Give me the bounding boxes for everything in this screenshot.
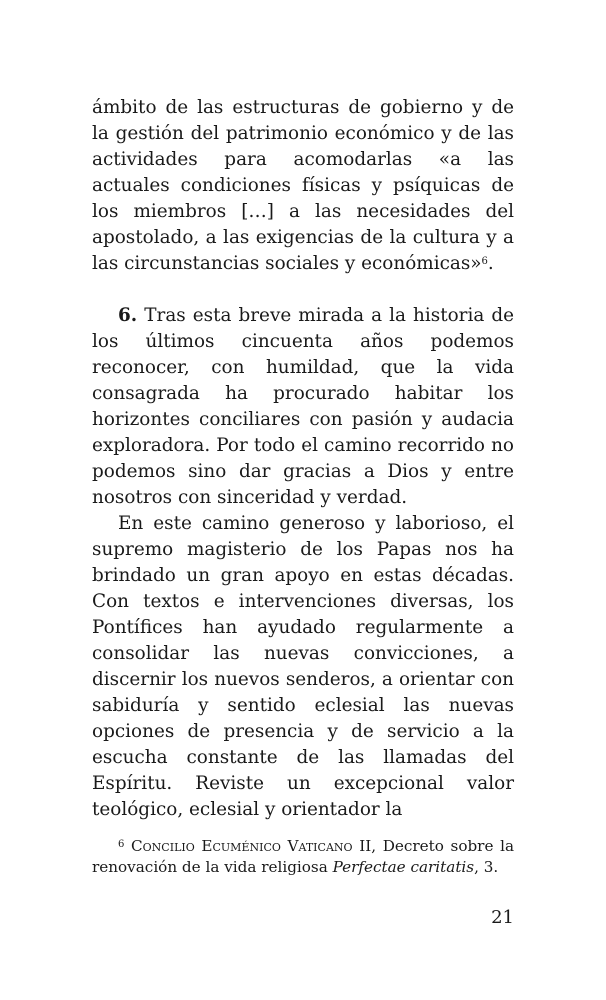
paragraph-2-text: Tras esta breve mirada a la historia de los últimos cincuenta años podemos reconocer, con humildad, que la vida consagrada ha procurado habitar los horizontes conciliares con pasión y audacia exploradora. Por todo el camino recorrido no podemos sino dar gracias a Dios y entre nosotros con sinceridad y verdad.: [92, 305, 514, 508]
footnote-text-1: , Decreto sobre la renovación de la vida religiosa: [92, 837, 515, 876]
paragraph-continued: [92, 95, 514, 277]
page-body: [92, 95, 514, 823]
paragraph-1-end: .: [487, 253, 494, 274]
footnote-title: Perfectae caritatis: [332, 858, 475, 876]
footnote-marker: 6: [118, 839, 125, 850]
section-gap: [92, 277, 514, 303]
page-number: 21: [491, 907, 514, 928]
footnote-author: Concilio Ecuménico Vaticano II: [131, 837, 372, 855]
section-6-paragraph: [92, 303, 514, 511]
footnote: [92, 836, 514, 878]
paragraph-3: [92, 511, 514, 823]
paragraph-1-text: ámbito de las estructuras de gobierno y de la gestión del patrimonio económico y de las actividades para acomodarlas «a las actuales condiciones físicas y psíquicas de los miembros […] a las necesidades del apostolado, a las exigencias de la cultura y a las circunstancias sociales y económicas»: [92, 97, 514, 274]
section-number: 6.: [118, 305, 138, 326]
footnote-text-2: , 3.: [474, 858, 499, 876]
paragraph-3-text: En este camino generoso y laborioso, el supremo magisterio de los Papas nos ha brindado un gran apoyo en estas décadas. Con textos e intervenciones diversas, los Pontífices han ayudado regularmente a consolidar las nuevas convicciones, a discernir los nuevos senderos, a orientar con sabiduría y sentido eclesial las nuevas opciones de presencia y de servicio a la escucha constante de las llamadas del Espíritu. Reviste un excepcional valor teológico, eclesial y orientador la: [92, 513, 514, 820]
footnote-reference: 6: [481, 256, 488, 267]
